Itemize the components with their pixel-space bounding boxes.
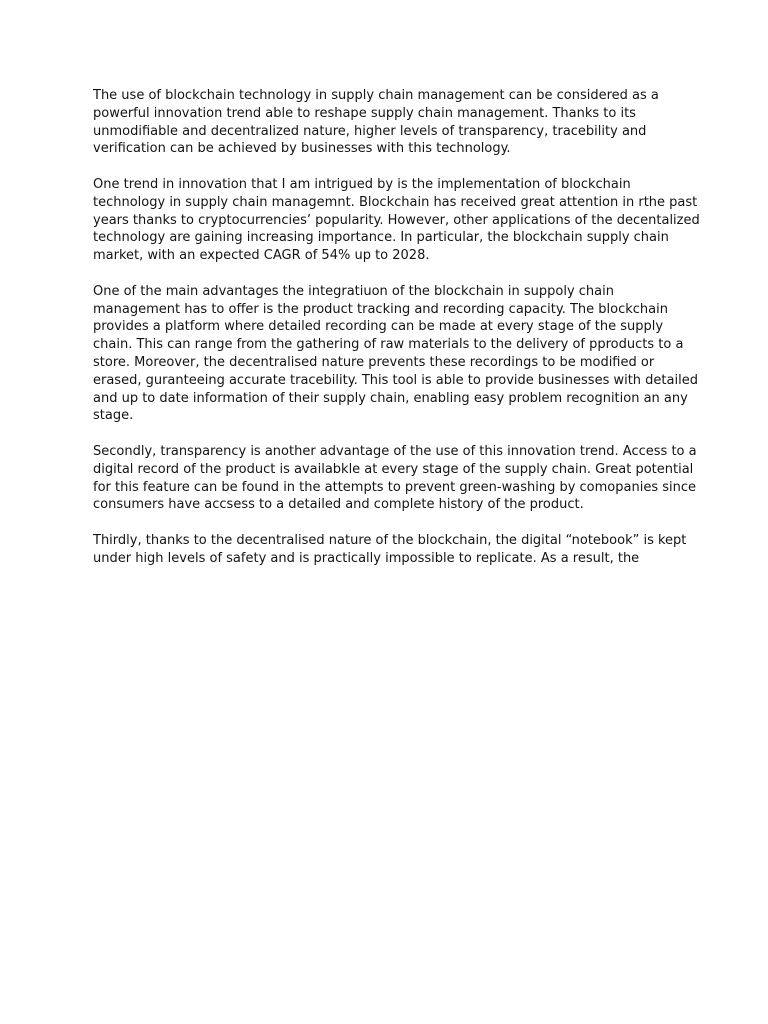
text-line: powerful innovation trend able to reshape supply chain management. Thanks to its bbox=[93, 105, 636, 121]
text-line: and up to date information of their supply chain, enabling easy problem recognition an any bbox=[93, 390, 688, 406]
text-line: market, with an expected CAGR of 54% up to 2028. bbox=[93, 248, 430, 264]
text-line: management has to offer is the product tracking and recording capacity. The blockchain bbox=[93, 301, 668, 317]
text-line: under high levels of safety and is practically impossible to replicate. As a result, the bbox=[93, 550, 640, 566]
text-line: unmodifiable and decentralized nature, higher levels of transparency, tracebility and bbox=[93, 123, 647, 139]
paragraph-transparency bbox=[93, 443, 697, 514]
paragraph-intro bbox=[93, 87, 678, 158]
text-line: One of the main advantages the integratiuon of the blockchain in suppoly chain bbox=[93, 283, 614, 299]
text-line: digital record of the product is availabkle at every stage of the supply chain. Great potential bbox=[93, 461, 694, 477]
text-line: stage. bbox=[93, 408, 134, 424]
text-line: technology in supply chain managemnt. Blockchain has received great attention in rthe past bbox=[93, 194, 698, 210]
paragraph-tracking bbox=[93, 283, 698, 425]
text-line: The use of blockchain technology in supply chain management can be considered as a bbox=[93, 88, 659, 103]
text-line: store. Moreover, the decentralised nature prevents these recordings to be modified or bbox=[93, 354, 655, 370]
document-body[interactable] bbox=[93, 87, 700, 585]
text-line: provides a platform where detailed recording can be made at every stage of the supply bbox=[93, 319, 664, 335]
text-line: verification can be achieved by businesses with this technology. bbox=[93, 141, 511, 157]
text-line: Secondly, transparency is another advantage of the use of this innovation trend. Access to a bbox=[93, 443, 697, 459]
text-line: technology are gaining increasing importance. In particular, the blockchain supply chain bbox=[93, 230, 669, 246]
text-line: consumers have accsess to a detailed and complete history of the product. bbox=[93, 497, 584, 513]
text-line: for this feature can be found in the attempts to prevent green-washing by comopanies since bbox=[93, 479, 696, 495]
text-line: One trend in innovation that I am intrigued by is the implementation of blockchain bbox=[93, 176, 631, 192]
paragraph-safety bbox=[93, 532, 687, 568]
text-line: years thanks to cryptocurrencies’ popularity. However, other applications of the decentalized bbox=[93, 212, 700, 228]
text-line: chain. This can range from the gathering of raw materials to the delivery of pproducts to a bbox=[93, 337, 684, 353]
text-line: erased, guranteeing accurate tracebility. This tool is able to provide businesses with detailed bbox=[93, 372, 698, 388]
paragraph-trend bbox=[93, 176, 700, 265]
text-line: Thirdly, thanks to the decentralised nature of the blockchain, the digital “notebook” is kept bbox=[93, 532, 687, 548]
